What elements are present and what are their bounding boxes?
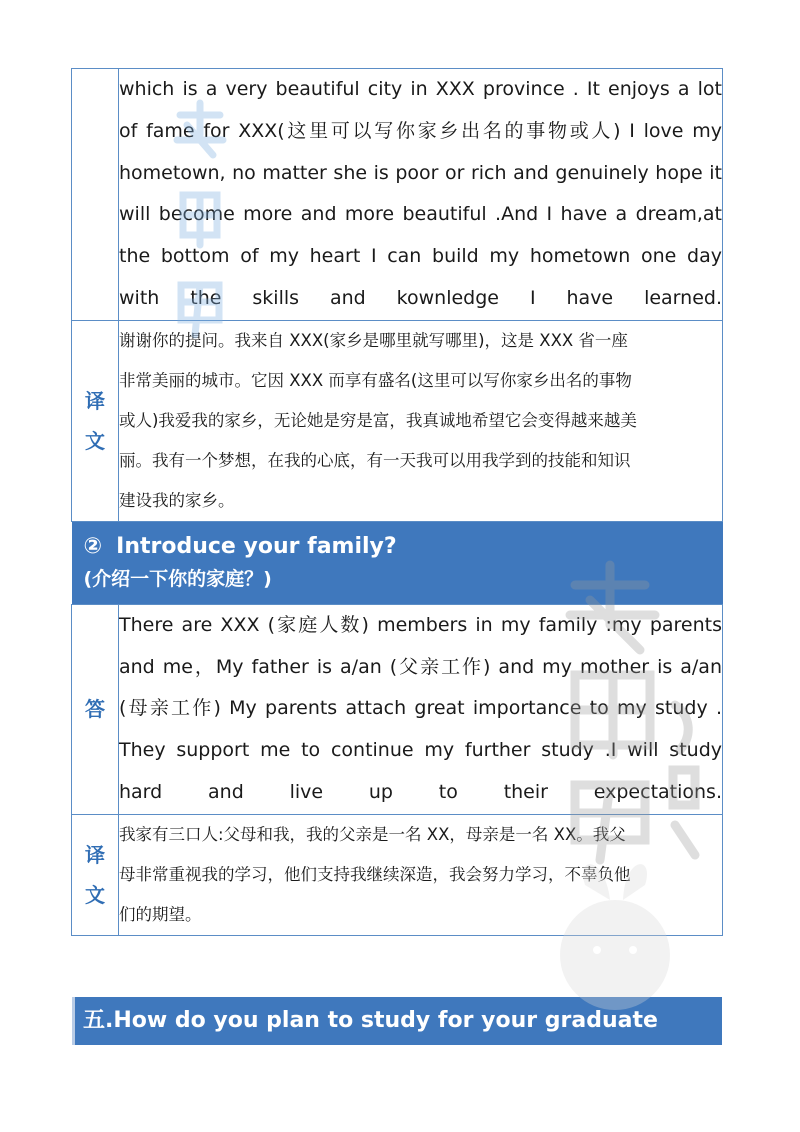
q2-answer-line: (母亲工作) My parents attach great importance to my study . — [119, 697, 722, 720]
q2-translation-line: 们的期望。 — [119, 904, 202, 924]
q1-translation-line: 建设我的家乡。 — [119, 490, 235, 510]
q2-answer-label: 答 — [72, 604, 119, 814]
footer-faint-mark — [540, 1104, 690, 1110]
q1-translation-line: 谢谢你的提问。我来自 XXX(家乡是哪里就写哪里)，这是 XXX 省一座 — [119, 330, 628, 350]
q2-answer-line: They support me to continue my further study .I will study — [119, 739, 722, 762]
q2-answer-text — [119, 604, 723, 814]
q1-translation-line: 丽。我有一个梦想，在我的心底，有一天我可以用我学到的技能和知识 — [119, 450, 631, 470]
q1-answer-line: which is a very beautiful city in XXX province . It enjoys a lot — [119, 78, 722, 100]
q2-answer-line: There are XXX (家庭人数) members in my family :my parents — [119, 613, 722, 636]
section-5-heading — [72, 997, 722, 1045]
q2-translation-line: 我家有三口人:父母和我，我的父亲是一名 XX，母亲是一名 XX。我父 — [119, 824, 626, 844]
qa-table — [71, 68, 723, 936]
q2-translation-row — [72, 814, 723, 935]
q1-answer-line: of fame for XXX(这里可以写你家乡出名的事物或人) I love my — [119, 119, 722, 142]
q1-answer-line: with the skills and kownledge I have learned. — [119, 286, 722, 309]
q1-translation-line: 或人)我爱我的家乡，无论她是穷是富，我真诚地希望它会变得越来越美 — [119, 410, 637, 430]
q2-question-zh: (介绍一下你的家庭？) — [83, 567, 272, 590]
q1-answer-line: will become more and more beautiful .And I have a dream,at — [119, 203, 722, 226]
q1-translation-row — [72, 320, 723, 521]
q1-translation-text — [119, 320, 723, 521]
question-text-en: Introduce your family? — [116, 533, 397, 559]
translation-label-text: 译 文 — [85, 388, 105, 453]
question-number: ② — [83, 533, 103, 559]
translation-label-text: 译 文 — [85, 842, 105, 907]
q1-answer-text — [119, 69, 723, 321]
q1-translation-line: 非常美丽的城市。它因 XXX 而享有盛名(这里可以写你家乡出名的事物 — [119, 370, 632, 390]
q1-answer-line: the bottom of my heart I can build my hometown one day — [119, 245, 722, 268]
q2-question-en — [84, 532, 711, 562]
q1-translation-label — [72, 320, 119, 521]
section-5-title: 五.How do you plan to study for your graduate — [83, 1008, 658, 1033]
q2-answer-line: hard and live up to their expectations. — [119, 780, 722, 803]
q2-translation-line: 母非常重视我的学习，他们支持我继续深造，我会努力学习，不辜负他 — [119, 864, 631, 884]
q1-answer-label-cell — [72, 69, 119, 321]
q2-answer-line: and me，My father is a/an (父亲工作) and my mother is a/an — [119, 655, 722, 678]
q1-answer-line: hometown, no matter she is poor or rich and genuinely hope it — [119, 161, 722, 184]
q2-answer-row — [72, 604, 723, 814]
q2-translation-text — [119, 814, 723, 935]
q2-translation-label — [72, 814, 119, 935]
q2-question-row — [72, 521, 723, 604]
header-faint-mark — [410, 14, 710, 20]
q1-answer-row — [72, 69, 723, 321]
q2-question-cell — [72, 521, 723, 604]
